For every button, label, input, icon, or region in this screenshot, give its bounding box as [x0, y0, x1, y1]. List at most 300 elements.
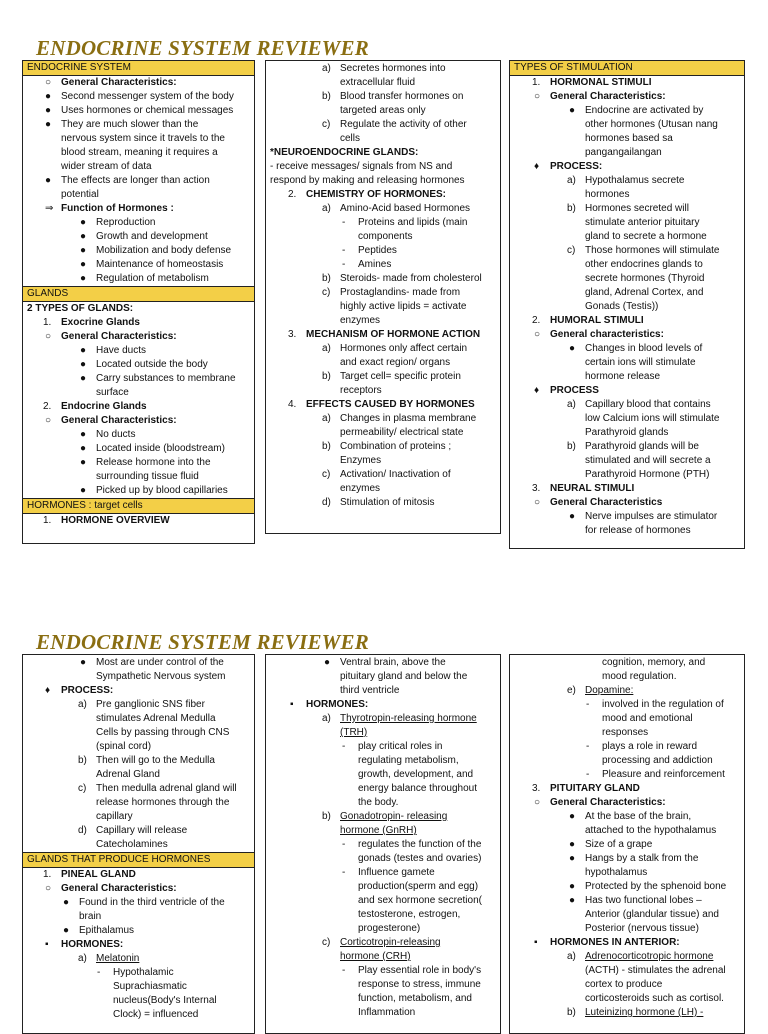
line-text: other endocrines glands to [585, 259, 703, 270]
text-line [510, 426, 744, 440]
line-text: permeability/ electrical state [340, 427, 464, 438]
line-text: General Characteristics: [61, 331, 177, 342]
text-line [23, 118, 254, 132]
text-line [266, 300, 500, 314]
text-line [510, 740, 744, 754]
list-marker: a) [567, 399, 576, 410]
list-marker: c) [322, 287, 331, 298]
line-text: play critical roles in [358, 741, 443, 752]
line-text: General Characteristics [550, 497, 663, 508]
text-line [510, 698, 744, 712]
list-marker: ● [569, 811, 576, 822]
line-text: Size of a grape [585, 839, 653, 850]
list-marker: ○ [45, 415, 52, 426]
text-line [23, 272, 254, 286]
list-marker: c) [78, 783, 87, 794]
line-text: Combination of proteins ; [340, 441, 452, 452]
list-marker: a) [322, 63, 331, 74]
line-text: hormone (GnRH) [340, 825, 417, 836]
text-line [510, 370, 744, 384]
list-marker: - [342, 245, 346, 256]
text-line [266, 272, 500, 286]
text-line [23, 782, 254, 796]
list-marker: ○ [534, 497, 541, 508]
list-marker: b) [322, 91, 331, 102]
list-marker: - [342, 741, 346, 752]
text-line [266, 230, 500, 244]
text-line [23, 684, 254, 698]
text-line [266, 188, 500, 202]
line-text: Parathyroid glands will be [585, 441, 699, 452]
text-line [510, 838, 744, 852]
list-marker: 2. [532, 315, 541, 326]
text-line [23, 1008, 254, 1022]
line-text: Capillary blood that contains [585, 399, 711, 410]
line-text: gland, Adrenal Cortex, and [585, 287, 704, 298]
list-marker: ● [80, 345, 87, 356]
text-line [23, 882, 254, 896]
list-marker: ● [63, 925, 70, 936]
text-line [23, 726, 254, 740]
list-marker: 2. [288, 189, 297, 200]
line-text: surface [96, 387, 129, 398]
list-marker: b) [78, 755, 87, 766]
text-line [266, 894, 500, 908]
line-text: *NEUROENDOCRINE GLANDS: [270, 147, 419, 158]
line-text: mood and emotional [602, 713, 693, 724]
text-line [266, 768, 500, 782]
text-line [23, 316, 254, 330]
text-line [266, 1006, 500, 1020]
text-line [510, 852, 744, 866]
list-marker: - [586, 769, 590, 780]
text-line [266, 454, 500, 468]
text-line [510, 712, 744, 726]
text-line [23, 838, 254, 852]
line-text: PINEAL GLAND [61, 869, 136, 880]
line-text: Cells by passing through CNS [96, 727, 230, 738]
text-line [23, 966, 254, 980]
text-line [266, 712, 500, 726]
line-text: cognition, memory, and [602, 657, 706, 668]
line-text: pangangailangan [585, 147, 662, 158]
text-line [266, 754, 500, 768]
line-text: regulating metabolism, [358, 755, 459, 766]
text-line [266, 258, 500, 272]
text-line [266, 810, 500, 824]
line-text: Hormones only affect certain [340, 343, 468, 354]
list-marker: ▪ [290, 699, 294, 710]
text-line [23, 698, 254, 712]
text-line [23, 104, 254, 118]
list-marker: ● [569, 895, 576, 906]
page-title-2: ENDOCRINE SYSTEM REVIEWER [36, 630, 369, 654]
text-line [23, 896, 254, 910]
line-text: corticosteroids such as cortisol. [585, 993, 724, 1004]
text-line [266, 796, 500, 810]
line-text: Luteinizing hormone (LH) - [585, 1007, 704, 1018]
text-line [510, 188, 744, 202]
list-marker: ● [80, 429, 87, 440]
list-marker: ● [80, 217, 87, 228]
text-line [510, 454, 744, 468]
line-text: Most are under control of the [96, 657, 224, 668]
column-3-page-2 [509, 654, 745, 1034]
line-text: Growth and development [96, 231, 208, 242]
text-line [266, 76, 500, 90]
text-line [266, 90, 500, 104]
text-line [266, 656, 500, 670]
text-line [266, 398, 500, 412]
text-line [510, 76, 744, 90]
line-text: (ACTH) - stimulates the adrenal [585, 965, 726, 976]
line-text: secrete hormones (Thyroid [585, 273, 705, 284]
text-line [23, 146, 254, 160]
text-line [23, 456, 254, 470]
line-text: Those hormones will stimulate [585, 245, 720, 256]
text-line [510, 894, 744, 908]
text-line [23, 90, 254, 104]
text-line [266, 726, 500, 740]
line-text: gland to secrete a hormone [585, 231, 707, 242]
text-line [23, 386, 254, 400]
text-line [23, 188, 254, 202]
text-line [510, 146, 744, 160]
text-line [510, 412, 744, 426]
line-text: responses [602, 727, 649, 738]
text-line [23, 330, 254, 344]
text-line [510, 656, 744, 670]
text-line [510, 1006, 744, 1020]
list-marker: b) [567, 203, 576, 214]
line-text: PROCESS: [550, 161, 603, 172]
list-marker: c) [322, 469, 331, 480]
line-text: Gonads (Testis)) [585, 301, 659, 312]
line-text: production(sperm and egg) [358, 881, 479, 892]
list-marker: - [342, 965, 346, 976]
text-line [266, 342, 500, 356]
list-marker: ♦ [534, 161, 540, 172]
line-text: Picked up by blood capillaries [96, 485, 228, 496]
line-text: low Calcium ions will stimulate [585, 413, 720, 424]
list-marker: a) [322, 413, 331, 424]
line-text: PITUITARY GLAND [550, 783, 640, 794]
text-line [510, 824, 744, 838]
line-text: Parathyroid glands [585, 427, 669, 438]
line-text: Hypothalamic [113, 967, 174, 978]
list-marker: ● [569, 881, 576, 892]
text-line [266, 740, 500, 754]
list-marker: ● [80, 259, 87, 270]
line-text: (TRH) [340, 727, 368, 738]
text-line [510, 726, 744, 740]
text-line [23, 980, 254, 994]
list-marker: ● [80, 231, 87, 242]
line-text: Proteins and lipids (main [358, 217, 468, 228]
list-marker: ● [80, 485, 87, 496]
line-text: Reproduction [96, 217, 156, 228]
text-line [266, 866, 500, 880]
line-text: PROCESS [550, 385, 599, 396]
text-line [510, 104, 744, 118]
text-line [266, 146, 500, 160]
list-marker: ● [45, 175, 52, 186]
line-text: Amines [358, 259, 392, 270]
text-line [266, 852, 500, 866]
text-line [23, 470, 254, 484]
list-marker: b) [322, 371, 331, 382]
text-line [266, 174, 500, 188]
line-text: attached to the hypothalamus [585, 825, 717, 836]
line-text: Release hormone into the [96, 457, 211, 468]
text-line [23, 132, 254, 146]
list-marker: ○ [45, 331, 52, 342]
line-text: Endocrine are activated by [585, 105, 704, 116]
text-line [266, 328, 500, 342]
line-text: General Characteristics: [61, 415, 177, 426]
line-text: growth, development, and [358, 769, 474, 780]
text-line [510, 132, 744, 146]
text-line [23, 76, 254, 90]
list-marker: 4. [288, 399, 297, 410]
line-text: Located outside the body [96, 359, 208, 370]
line-text: Adrenocorticotropic hormone [585, 951, 714, 962]
line-text: other hormones (Utusan nang [585, 119, 718, 130]
list-marker: 2. [43, 401, 52, 412]
line-text: Play essential role in body's [358, 965, 482, 976]
line-text: Melatonin [96, 953, 140, 964]
text-line [266, 356, 500, 370]
line-text: No ducts [96, 429, 136, 440]
list-marker: 3. [532, 783, 541, 794]
list-marker: b) [322, 273, 331, 284]
line-text: Steroids- made from cholesterol [340, 273, 482, 284]
list-marker: ● [63, 897, 70, 908]
text-line [510, 286, 744, 300]
line-text: Pleasure and reinforcement [602, 769, 725, 780]
line-text: respond by making and releasing hormones [270, 175, 465, 186]
line-text: nucleus(Body's Internal [113, 995, 217, 1006]
list-marker: ● [324, 657, 331, 668]
text-line [510, 670, 744, 684]
text-line [510, 160, 744, 174]
list-marker: ○ [534, 91, 541, 102]
line-text: wider stream of data [61, 161, 152, 172]
text-line [266, 482, 500, 496]
line-text: Function of Hormones : [61, 203, 174, 214]
list-marker: c) [567, 245, 576, 256]
section-header: GLANDS [23, 286, 254, 302]
list-marker: a) [322, 343, 331, 354]
line-text: Catecholamines [96, 839, 168, 850]
text-line [510, 314, 744, 328]
list-marker: - [586, 699, 590, 710]
line-text: response to stress, immune [358, 979, 481, 990]
text-line [23, 230, 254, 244]
text-line [266, 440, 500, 454]
text-line [23, 244, 254, 258]
column-2-page-2 [265, 654, 501, 1034]
list-marker: b) [322, 811, 331, 822]
column-1-page-2 [22, 654, 255, 1034]
line-text: They are much slower than the [61, 119, 199, 130]
line-text: Found in the third ventricle of the [79, 897, 225, 908]
text-line [23, 344, 254, 358]
list-marker: ● [80, 657, 87, 668]
line-text: capillary [96, 811, 133, 822]
text-line [510, 992, 744, 1006]
text-line [266, 314, 500, 328]
text-line [510, 950, 744, 964]
line-text: EFFECTS CAUSED BY HORMONES [306, 399, 475, 410]
line-text: Adrenal Gland [96, 769, 160, 780]
line-text: Posterior (nervous tissue) [585, 923, 699, 934]
text-line [510, 258, 744, 272]
line-text: Anterior (glandular tissue) and [585, 909, 719, 920]
text-line [266, 244, 500, 258]
column-1 [22, 60, 255, 544]
line-text: Changes in plasma membrane [340, 413, 477, 424]
line-text: brain [79, 911, 102, 922]
text-line [23, 656, 254, 670]
list-marker: b) [567, 1007, 576, 1018]
line-text: testosterone, estrogen, [358, 909, 461, 920]
text-line [266, 936, 500, 950]
text-line [510, 880, 744, 894]
line-text: involved in the regulation of [602, 699, 724, 710]
list-marker: 3. [532, 483, 541, 494]
column-3 [509, 60, 745, 549]
list-marker: 1. [43, 869, 52, 880]
line-text: gonads (testes and ovaries) [358, 853, 482, 864]
text-line [23, 824, 254, 838]
text-line [266, 992, 500, 1006]
list-marker: d) [322, 497, 331, 508]
text-line [23, 414, 254, 428]
section-header: HORMONES : target cells [23, 498, 254, 514]
list-marker: ♦ [45, 685, 51, 696]
line-text: Mobilization and body defense [96, 245, 232, 256]
list-marker: - [342, 259, 346, 270]
line-text: Exocrine Glands [61, 317, 140, 328]
list-marker: - [97, 967, 101, 978]
line-text: Blood transfer hormones on [340, 91, 464, 102]
text-line [510, 300, 744, 314]
line-text: cells [340, 133, 361, 144]
text-line [510, 328, 744, 342]
line-text: Influence gamete [358, 867, 435, 878]
line-text: progesterone) [358, 923, 421, 934]
line-text: certain ions will stimulate [585, 357, 696, 368]
text-line [266, 468, 500, 482]
line-text: Regulate the activity of other [340, 119, 467, 130]
text-line [23, 442, 254, 456]
text-line [23, 484, 254, 498]
list-marker: ● [45, 119, 52, 130]
text-line [23, 160, 254, 174]
line-text: Then will go to the Medulla [96, 755, 215, 766]
list-marker: b) [322, 441, 331, 452]
line-text: stimulates Adrenal Medulla [96, 713, 216, 724]
text-line [23, 358, 254, 372]
list-marker: ⇒ [45, 203, 54, 214]
list-marker: - [342, 867, 346, 878]
text-line [266, 104, 500, 118]
text-line [510, 866, 744, 880]
line-text: hormones based sa [585, 133, 673, 144]
text-line [510, 356, 744, 370]
line-text: Nerve impulses are stimulator [585, 511, 718, 522]
line-text: General Characteristics: [61, 883, 177, 894]
text-line [510, 272, 744, 286]
line-text: plays a role in reward [602, 741, 698, 752]
text-line [266, 202, 500, 216]
list-marker: ● [80, 443, 87, 454]
text-line [266, 922, 500, 936]
line-text: Changes in blood levels of [585, 343, 703, 354]
text-line [510, 922, 744, 936]
text-line [510, 908, 744, 922]
line-text: General Characteristics: [550, 797, 666, 808]
line-text: Protected by the sphenoid bone [585, 881, 727, 892]
line-text: enzymes [340, 315, 381, 326]
text-line [510, 810, 744, 824]
text-line [266, 426, 500, 440]
text-line [23, 514, 254, 528]
line-text: Stimulation of mitosis [340, 497, 435, 508]
list-marker: ● [80, 245, 87, 256]
line-text: Hangs by a stalk from the [585, 853, 699, 864]
text-line [510, 782, 744, 796]
list-marker: e) [567, 685, 576, 696]
line-text: Regulation of metabolism [96, 273, 209, 284]
line-text: processing and addiction [602, 755, 713, 766]
list-marker: ● [80, 373, 87, 384]
text-line [266, 286, 500, 300]
text-line [266, 908, 500, 922]
list-marker: b) [567, 441, 576, 452]
list-marker: ○ [45, 77, 52, 88]
line-text: stimulate anterior pituitary [585, 217, 700, 228]
text-line [23, 910, 254, 924]
text-line [510, 796, 744, 810]
text-line [266, 824, 500, 838]
line-text: PROCESS: [61, 685, 114, 696]
line-text: receptors [340, 385, 382, 396]
text-line [23, 868, 254, 882]
section-header: ENDOCRINE SYSTEM [23, 61, 254, 76]
line-text: Enzymes [340, 455, 382, 466]
line-text: mood regulation. [602, 671, 677, 682]
line-text: Hormones secreted will [585, 203, 689, 214]
text-line [510, 684, 744, 698]
text-line [266, 698, 500, 712]
text-line [510, 174, 744, 188]
text-line [510, 90, 744, 104]
text-line [23, 670, 254, 684]
text-line [510, 384, 744, 398]
line-text: 2 TYPES OF GLANDS: [27, 303, 134, 314]
text-line [510, 482, 744, 496]
text-line [266, 880, 500, 894]
line-text: Prostaglandins- made from [340, 287, 461, 298]
list-marker: ● [80, 273, 87, 284]
list-marker: a) [567, 951, 576, 962]
line-text: The effects are longer than action [61, 175, 210, 186]
line-text: Clock) = influenced [113, 1009, 199, 1020]
line-text: stimulated and will secrete a [585, 455, 711, 466]
text-line [23, 994, 254, 1008]
